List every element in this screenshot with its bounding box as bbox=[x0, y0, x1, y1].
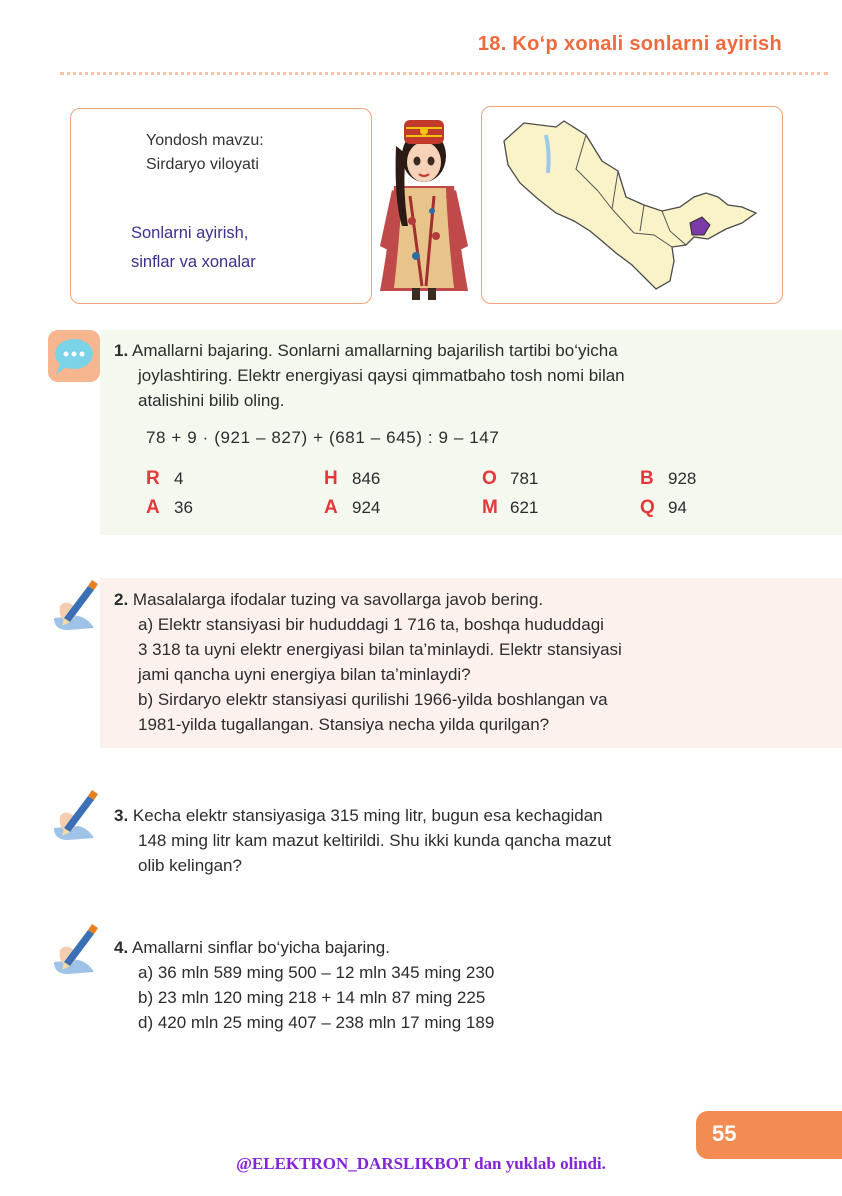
task4-text bbox=[114, 935, 494, 1035]
task4-a: a) 36 mln 589 ming 500 – 12 mln 345 ming 230 bbox=[138, 963, 495, 982]
task2-text bbox=[114, 587, 622, 737]
uzbekistan-map bbox=[494, 113, 770, 297]
download-footer: @ELEKTRON_DARSLIKBOT dan yuklab olindi. bbox=[236, 1154, 606, 1173]
related-topic-label: Yondosh mavzu: bbox=[146, 132, 264, 149]
lesson-subject bbox=[131, 219, 351, 277]
task4-intro: Amallarni sinflar bo‘yicha bajaring. bbox=[131, 938, 390, 957]
related-topic bbox=[146, 129, 346, 177]
task1-expression: 78 + 9 · (921 – 827) + (681 – 645) : 9 – 147 bbox=[146, 428, 500, 447]
task1-text bbox=[114, 338, 625, 413]
task2-a-line2: 3 318 ta uyni elektr energiyasi bilan ta’minlaydi. Elektr stansiyasi bbox=[138, 640, 622, 659]
chapter-title: 18. Ko‘p xonali sonlarni ayirish bbox=[477, 33, 782, 55]
map-box bbox=[481, 106, 783, 304]
task1-number: 1. bbox=[114, 341, 129, 360]
option-item: A 924 bbox=[324, 497, 381, 518]
page-number-tab bbox=[696, 1111, 842, 1159]
topic-box bbox=[70, 108, 372, 304]
related-topic-region: Sirdaryo viloyati bbox=[146, 156, 259, 173]
task4-d: d) 420 mln 25 ming 407 – 238 mln 17 ming 189 bbox=[138, 1013, 495, 1032]
task1-line1: Amallarni bajaring. Sonlarni amallarning bajarilish tartibi bo‘yicha bbox=[131, 341, 618, 360]
task4-number: 4. bbox=[114, 938, 129, 957]
task2-number: 2. bbox=[114, 590, 129, 609]
girl-illustration bbox=[372, 106, 478, 304]
option-item: O 781 bbox=[482, 468, 539, 489]
option-item: B 928 bbox=[640, 468, 697, 489]
option-item: Q 94 bbox=[640, 497, 687, 518]
option-item: R 4 bbox=[146, 468, 184, 489]
task2-a-line3: jami qancha uyni energiya bilan ta’minlaydi? bbox=[138, 665, 471, 684]
task2-a-line1: a) Elektr stansiyasi bir hududdagi 1 716 ta, boshqa hududdagi bbox=[138, 615, 604, 634]
task3-number: 3. bbox=[114, 806, 129, 825]
task1-line3: atalishini bilib oling. bbox=[138, 391, 285, 410]
task3-line3: olib kelingan? bbox=[138, 856, 242, 875]
option-item: A 36 bbox=[146, 497, 193, 518]
lesson-subject-line1: Sonlarni ayirish, bbox=[131, 224, 249, 242]
lesson-subject-line2: sinflar va xonalar bbox=[131, 253, 256, 271]
task2-b-line1: b) Sirdaryo elektr stansiyasi qurilishi 1966-yilda boshlangan va bbox=[138, 690, 608, 709]
option-item: H 846 bbox=[324, 468, 381, 489]
chat-bubble-icon bbox=[46, 328, 102, 384]
task4-b: b) 23 mln 120 ming 218 + 14 mln 87 ming 225 bbox=[138, 988, 486, 1007]
pencil-hand-icon bbox=[48, 788, 104, 844]
page-number: 55 bbox=[712, 1121, 737, 1146]
task2-intro: Masalalarga ifodalar tuzing va savollarga javob bering. bbox=[132, 590, 544, 609]
task3-line1: Kecha elektr stansiyasiga 315 ming litr, bugun esa kechagidan bbox=[132, 806, 603, 825]
option-item: M 621 bbox=[482, 497, 539, 518]
task1-line2: joylashtiring. Elektr energiyasi qaysi qimmatbaho tosh nomi bilan bbox=[138, 366, 625, 385]
task3-text bbox=[114, 803, 611, 878]
pencil-hand-icon bbox=[48, 922, 104, 978]
pencil-hand-icon bbox=[48, 578, 104, 634]
header-divider bbox=[60, 72, 828, 75]
task2-b-line2: 1981-yilda tugallangan. Stansiya necha yilda qurilgan? bbox=[138, 715, 550, 734]
task3-line2: 148 ming litr kam mazut keltirildi. Shu ikki kunda qancha mazut bbox=[138, 831, 612, 850]
